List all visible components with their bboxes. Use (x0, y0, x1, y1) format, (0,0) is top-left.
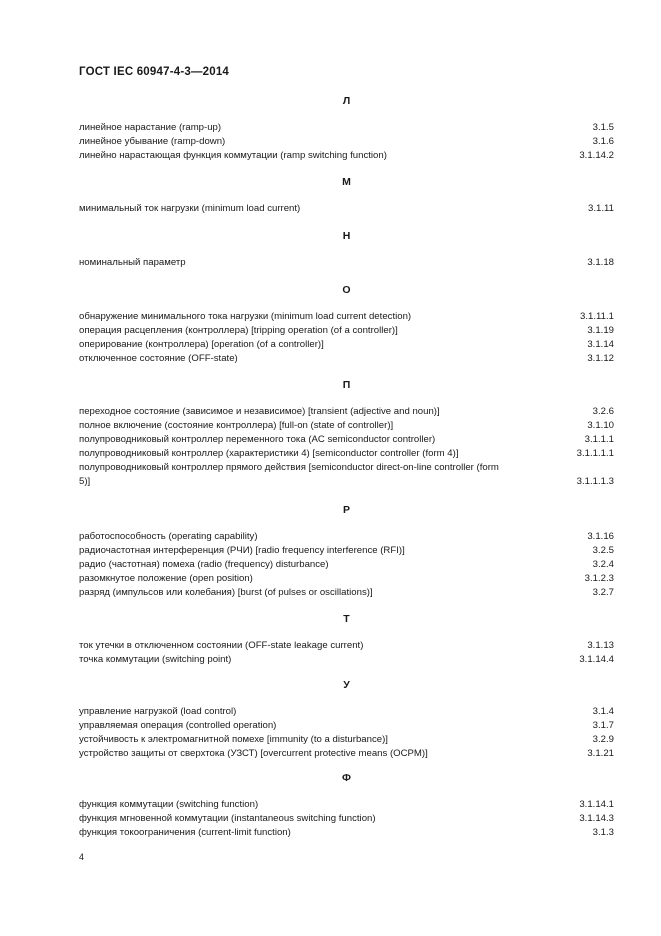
index-entry (79, 324, 614, 338)
index-section-t (79, 612, 614, 667)
entry-term: номинальный параметр (79, 257, 186, 268)
entry-term: работоспособность (operating capability) (79, 531, 258, 542)
index-section-l (79, 94, 614, 163)
entry-term: полупроводниковый контроллер прямого действия [semiconductor direct-on-line controller (form 5)] (79, 461, 499, 487)
index-section-p (79, 378, 614, 488)
entry-ref: 3.1.12 (587, 352, 614, 364)
entry-term: функция мгновенной коммутации (instantaneous switching function) (79, 812, 376, 824)
section-letter: Л (342, 95, 351, 107)
entry-term: управляемая операция (controlled operation) (79, 719, 277, 731)
index-entry (79, 705, 614, 719)
index-entry (79, 572, 614, 586)
entry-ref: 3.1.5 (592, 122, 614, 133)
index-entry (79, 405, 614, 419)
entry-ref: 3.1.1.1 (584, 433, 614, 445)
entry-term: полупроводниковый контроллер переменного тока (AC semiconductor controller) (79, 433, 436, 445)
entry-ref: 3.1.14.1 (579, 799, 614, 810)
document-header: ГОСТ IEC 60947-4-3—2014 (79, 66, 230, 78)
index-entry (79, 747, 614, 761)
entry-term: минимальный ток нагрузки (minimum load current) (79, 203, 301, 214)
index-entry (79, 149, 614, 163)
index-entry (79, 544, 614, 558)
index-entry (79, 798, 614, 812)
entry-ref: 3.1.19 (587, 324, 614, 336)
index-entry (79, 653, 614, 667)
index-entry (79, 256, 614, 270)
entry-ref: 3.1.14 (587, 338, 614, 350)
entry-ref: 3.1.4 (592, 706, 614, 717)
entry-term: переходное состояние (зависимое и независимое) [transient (adjective and noun)] (79, 406, 440, 417)
entry-term: линейное нарастание (ramp-up) (79, 122, 222, 133)
entry-term: операция расцепления (контроллера) [tripping operation (of a controller)] (79, 324, 398, 336)
entry-ref: 3.2.6 (592, 406, 614, 417)
entry-ref: 3.2.4 (592, 558, 614, 570)
index-section-m (79, 175, 614, 216)
index-entry (79, 419, 614, 433)
index-entry (79, 558, 614, 572)
index-entry (79, 447, 614, 461)
entry-term: радио (частотная) помеха (radio (frequency) disturbance) (79, 558, 329, 570)
entry-ref: 3.1.7 (592, 719, 614, 731)
entry-ref: 3.1.13 (587, 640, 614, 651)
entry-ref: 3.1.18 (587, 257, 614, 268)
entry-ref: 3.1.11.1 (580, 311, 614, 322)
section-letter: Ф (342, 772, 351, 784)
section-letter: Р (342, 504, 350, 516)
entry-ref: 3.2.5 (592, 544, 614, 556)
index-entry (79, 135, 614, 149)
index-entry (79, 826, 614, 840)
section-letter: О (342, 284, 351, 296)
entry-ref: 3.1.1.1.3 (576, 475, 614, 487)
entry-term: устойчивость к электромагнитной помехе [immunity (to a disturbance)] (79, 733, 388, 745)
entry-term: оперирование (контроллера) [operation (of a controller)] (79, 338, 324, 350)
entry-term: управление нагрузкой (load control) (79, 706, 237, 717)
entry-ref: 3.1.6 (592, 135, 614, 147)
section-letter: Н (342, 230, 351, 242)
index-section-f (79, 771, 614, 840)
entry-term: функция коммутации (switching function) (79, 799, 259, 810)
entry-term: устройство защиты от сверхтока (УЗСТ) [overcurrent protective means (OCPM)] (79, 747, 428, 759)
index-entry (79, 202, 614, 216)
entry-term: полное включение (состояние контроллера) [full-on (state of controller)] (79, 419, 394, 431)
index-section-r (79, 503, 614, 600)
entry-ref: 3.1.14.3 (579, 812, 614, 824)
index-entry (79, 352, 614, 366)
entry-ref: 3.1.14.2 (579, 149, 614, 161)
index-entry (79, 530, 614, 544)
index-entry (79, 639, 614, 653)
entry-term: обнаружение минимального тока нагрузки (minimum load current detection) (79, 311, 412, 322)
index-entry (79, 461, 614, 489)
entry-ref: 3.2.9 (592, 733, 614, 745)
entry-ref: 3.1.3 (592, 826, 614, 838)
section-letter: М (342, 176, 351, 188)
index-entry (79, 812, 614, 826)
index-entry (79, 310, 614, 324)
entry-term: радиочастотная интерференция (РЧИ) [radio frequency interference (RFI)] (79, 544, 405, 556)
entry-ref: 3.1.1.1.1 (576, 447, 614, 459)
entry-term: точка коммутации (switching point) (79, 653, 232, 665)
entry-ref: 3.1.2.3 (584, 572, 614, 584)
entry-term: разомкнутое положение (open position) (79, 572, 253, 584)
index-section-o (79, 283, 614, 366)
section-letter: Т (343, 613, 350, 625)
entry-ref: 3.1.11 (588, 203, 614, 214)
entry-term: отключенное состояние (OFF-state) (79, 352, 238, 364)
entry-ref: 3.1.21 (587, 747, 614, 759)
index-entry (79, 338, 614, 352)
page-number: 4 (79, 852, 85, 862)
index-section-u (79, 678, 614, 761)
index-entry (79, 586, 614, 600)
section-letter: У (343, 679, 350, 691)
index-entry (79, 719, 614, 733)
entry-term: линейное убывание (ramp-down) (79, 135, 226, 147)
entry-ref: 3.1.16 (587, 531, 614, 542)
index-entry (79, 733, 614, 747)
entry-term: разряд (импульсов или колебания) [burst (of pulses or oscillations)] (79, 586, 373, 598)
entry-term: линейно нарастающая функция коммутации (ramp switching function) (79, 149, 387, 161)
entry-ref: 3.1.10 (587, 419, 614, 431)
entry-term: полупроводниковый контроллер (характеристики 4) [semiconductor controller (form 4)] (79, 447, 459, 459)
entry-ref: 3.2.7 (592, 586, 614, 598)
index-entry (79, 121, 614, 135)
entry-term: ток утечки в отключенном состоянии (OFF-state leakage current) (79, 640, 364, 651)
entry-term: функция токоограничения (current-limit function) (79, 826, 291, 838)
index-section-n (79, 229, 614, 270)
index-entry (79, 433, 614, 447)
entry-ref: 3.1.14.4 (579, 653, 614, 665)
section-letter: П (342, 379, 351, 391)
